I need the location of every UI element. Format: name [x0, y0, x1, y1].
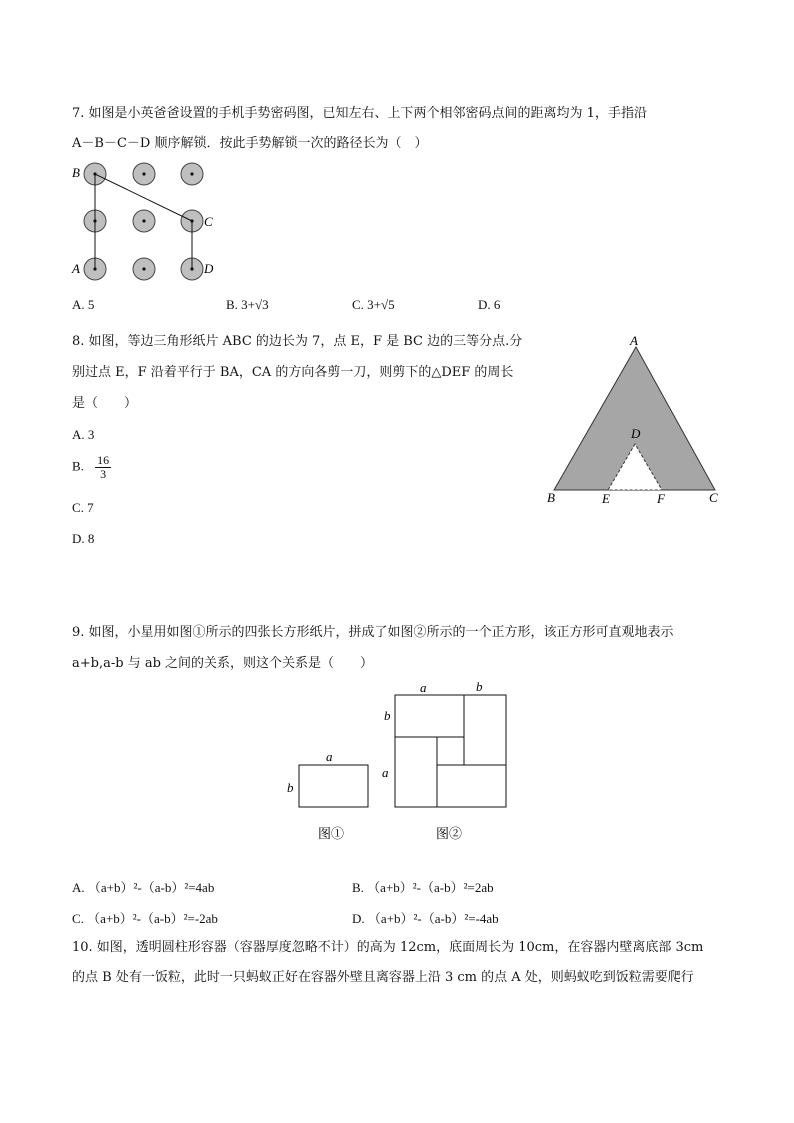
q8-option-d[interactable]: D. 8	[72, 531, 95, 546]
q7-label-C: C	[204, 214, 213, 229]
q8-stem-line1: 8. 如图，等边三角形纸片 ABC 的边长为 7，点 E，F 是 BC 边的三等分点.分	[72, 334, 523, 349]
q9-fig1-rectangle	[299, 765, 368, 807]
q8-option-b[interactable]	[72, 454, 111, 481]
q8-option-c[interactable]: C. 7	[72, 500, 94, 515]
q9-fig1-label-a: a	[326, 749, 333, 764]
q9-option-d[interactable]: D. （a+b）²-（a-b）²=-4ab	[352, 911, 499, 926]
q7-option-b[interactable]: B. 3+√3	[226, 297, 269, 312]
q9-fig1-label-b: b	[287, 780, 294, 795]
q9-option-a[interactable]: A. （a+b）²-（a-b）²=4ab	[72, 880, 215, 895]
q9-fig2-caption: 图②	[436, 826, 463, 841]
q7-option-d[interactable]: D. 6	[478, 297, 501, 312]
q9-fig1-caption: 图①	[318, 826, 345, 841]
q8-label-E: E	[602, 491, 610, 506]
q9-fig2-label-b-top: b	[476, 679, 483, 694]
q7-gesture-diagram	[64, 158, 234, 284]
q7-label-B: B	[72, 165, 80, 180]
q7-stem-line1: 7. 如图是小英爸爸设置的手机手势密码图，已知左右、上下两个相邻密码点间的距离均为 1，手指沿	[72, 106, 647, 121]
q10-stem-line1: 10. 如图，透明圆柱形容器（容器厚度忽略不计）的高为 12cm，底面周长为 10cm，在容器内壁离底部 3cm	[72, 940, 704, 955]
q7-label-D: D	[204, 261, 214, 276]
q8-label-A: A	[630, 333, 638, 348]
q8-option-b-prefix: B.	[72, 458, 84, 474]
q7-option-a[interactable]: A. 5	[72, 297, 95, 312]
q9-option-c[interactable]: C. （a+b）²-（a-b）²=-2ab	[72, 911, 218, 926]
q9-rectangles-diagram	[280, 676, 520, 846]
q9-fig2-label-a-top: a	[420, 680, 427, 695]
q8-option-a[interactable]: A. 3	[72, 427, 95, 442]
q8-stem-line2: 别过点 E，F 沿着平行于 BA，CA 的方向各剪一刀，则剪下的△DEF 的周长	[72, 365, 514, 380]
q8-label-C: C	[709, 490, 718, 505]
q7-label-A: A	[72, 261, 80, 276]
q8-label-B: B	[547, 490, 555, 505]
q8-option-b-fraction: $\frac{16}{3}$	[97, 453, 110, 481]
q8-triangle-diagram	[540, 330, 730, 510]
q9-fig2-label-b-left: b	[384, 708, 391, 723]
q8-label-F: F	[657, 491, 665, 506]
q10-stem-line2: 的点 B 处有一饭粒，此时一只蚂蚁正好在容器外壁且离容器上沿 3 cm 的点 A 处，则蚂蚁吃到饭粒需要爬行	[72, 970, 694, 985]
q8-label-D: D	[631, 426, 641, 441]
q9-fig2-square	[395, 695, 506, 807]
q7-stem-line2: A－B－C－D 顺序解锁．按此手势解锁一次的路径长为（ ）	[72, 136, 428, 151]
q9-fig2-label-a-left: a	[382, 765, 389, 780]
q7-option-c[interactable]: C. 3+√5	[352, 297, 395, 312]
q9-stem-line2: a+b,a-b 与 ab 之间的关系，则这个关系是（ ）	[72, 656, 374, 671]
q8-stem-line3: 是（ ）	[72, 396, 138, 411]
q9-option-b[interactable]: B. （a+b）²-（a-b）²=2ab	[352, 880, 494, 895]
q9-stem-line1: 9. 如图，小星用如图①所示的四张长方形纸片，拼成了如图②所示的一个正方形，该正方形可直观地表示	[72, 625, 674, 640]
